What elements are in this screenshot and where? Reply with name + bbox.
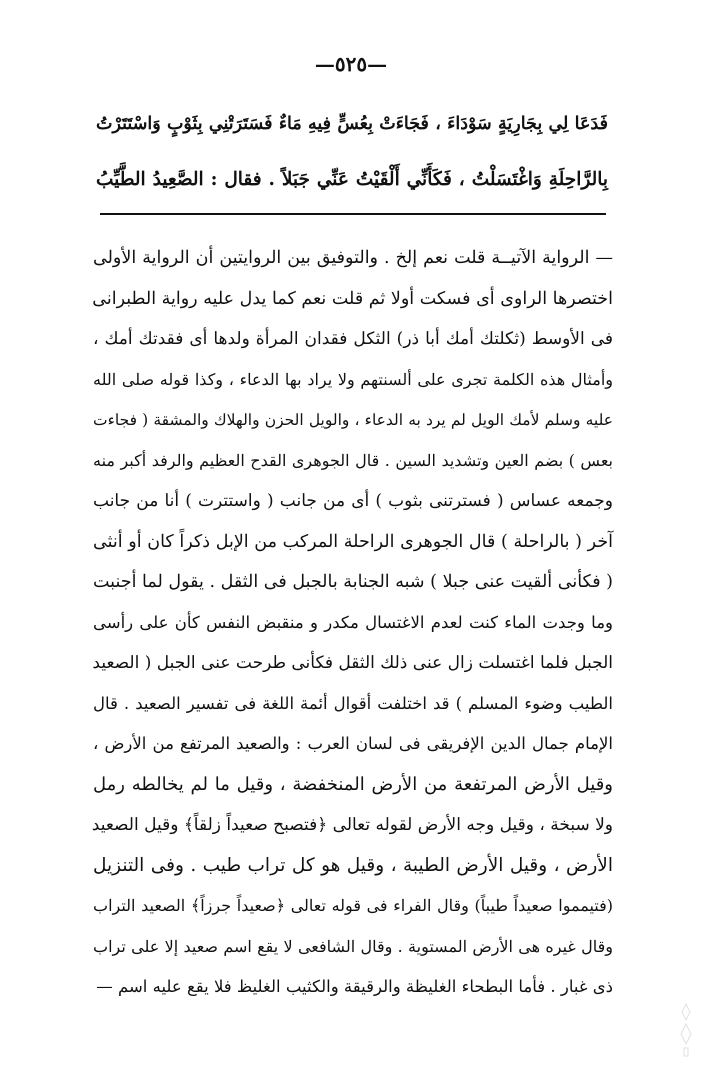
- library-stamp-mark: [676, 1000, 696, 1060]
- commentary-line: وجمعه عساس ( فسترتنى بثوب ) أى من جانب ( واستترت ) أنا من جانب: [93, 491, 613, 511]
- commentary-line: ولا سبخة ، وقيل وجه الأرض لقوله تعالى ﴿فتصبح صعيداً زلقاً﴾ وقيل الصعيد: [91, 815, 613, 835]
- commentary-line: (فتيمموا صعيداً طيباً) وقال الفراء فى قوله تعالى ﴿صعيداً جرزاً﴾ الصعيد التراب: [93, 896, 613, 915]
- commentary-line: — الرواية الآتيــة قلت نعم إلخ . والتوفيق بين الروايتين أن الرواية الأولى: [93, 248, 613, 268]
- hadith-line: فَدَعَا لِي بِجَارِيَةٍ سَوْدَاءَ ، فَجَاءَتْ بِعُسٍّ فِيهِ مَاءٌ فَسَتَرَتْنِي بِثَوْبٍ وَاسْتَتَرْتُ: [96, 114, 608, 134]
- commentary-line: وقيل الأرض المرتفعة من الأرض المنخفضة ، وقيل ما لم يخالطه رمل: [93, 773, 613, 795]
- commentary-line: آخر ( بالراحلة ) قال الجوهرى الراحلة المركب من الإبل ذكراً كان أو أنثى: [93, 531, 613, 552]
- hadith-line: بِالرَّاحِلَةِ وَاغْتَسَلْتُ ، فَكَأَنِّي أَلْقَيْتُ عَنِّي جَبَلاً . فقال : الصَّعِيدُ الطَّيِّبُ: [96, 169, 608, 190]
- commentary-line: ذى غبار . فأما البطحاء الغليظة والرقيقة والكثيب الغليظ فلا يقع عليه اسم —: [96, 977, 613, 996]
- commentary-line: الأرض ، وقيل الأرض الطيبة ، وقيل هو كل تراب طيب . وفى التنزيل: [93, 854, 613, 876]
- commentary-line: وما وجدت الماء كنت لعدم الاغتسال مكدر و منقبض النفس كأن على رأسى: [93, 612, 613, 632]
- commentary-line: الجبل فلما اغتسلت زال عنى ذلك الثقل فكأنى طرحت عنى الجبل ( الصعيد: [92, 653, 613, 673]
- page-number: —٥٢٥—: [314, 52, 388, 76]
- commentary-line: بعس ) بضم العين وتشديد السين . قال الجوهرى القدح العظيم والرفد أكبر منه: [93, 450, 613, 470]
- commentary-text-block: [93, 238, 613, 1008]
- section-divider: [100, 213, 606, 215]
- commentary-line: الإمام جمال الدين الإفريقى فى لسان العرب : والصعيد المرتفع من الأرض ،: [93, 734, 613, 753]
- hadith-text-block: [96, 96, 608, 208]
- commentary-line: الطيب وضوء المسلم ) قد اختلفت أقوال أئمة اللغة فى تفسير الصعيد . قال: [93, 693, 613, 713]
- commentary-line: عليه وسلم لأمك الويل لم يرد به الدعاء ، والويل الحزن والهلاك والمشقة ( فجاءت: [93, 411, 613, 429]
- commentary-line: وقال غيره هى الأرض المستوية . وقال الشافعى لا يقع اسم صعيد إلا على تراب: [93, 936, 613, 956]
- commentary-line: فى الأوسط (ثكلتك أمك أبا ذر) الثكل فقدان المرأة ولدها أى فقدتك أمك ،: [93, 329, 613, 349]
- commentary-line: ( فكأنى ألقيت عنى جبلا ) شبه الجنابة بالجبل فى الثقل . يقول لما أجنبت: [93, 572, 613, 592]
- commentary-line: وأمثال هذه الكلمة تجرى على ألسنتهم ولا يراد بها الدعاء ، وكذا قوله صلى الله: [93, 369, 613, 389]
- commentary-line: اختصرها الراوى أى فسكت أولا ثم قلت نعم كما يدل عليه رواية الطبرانى: [92, 288, 613, 309]
